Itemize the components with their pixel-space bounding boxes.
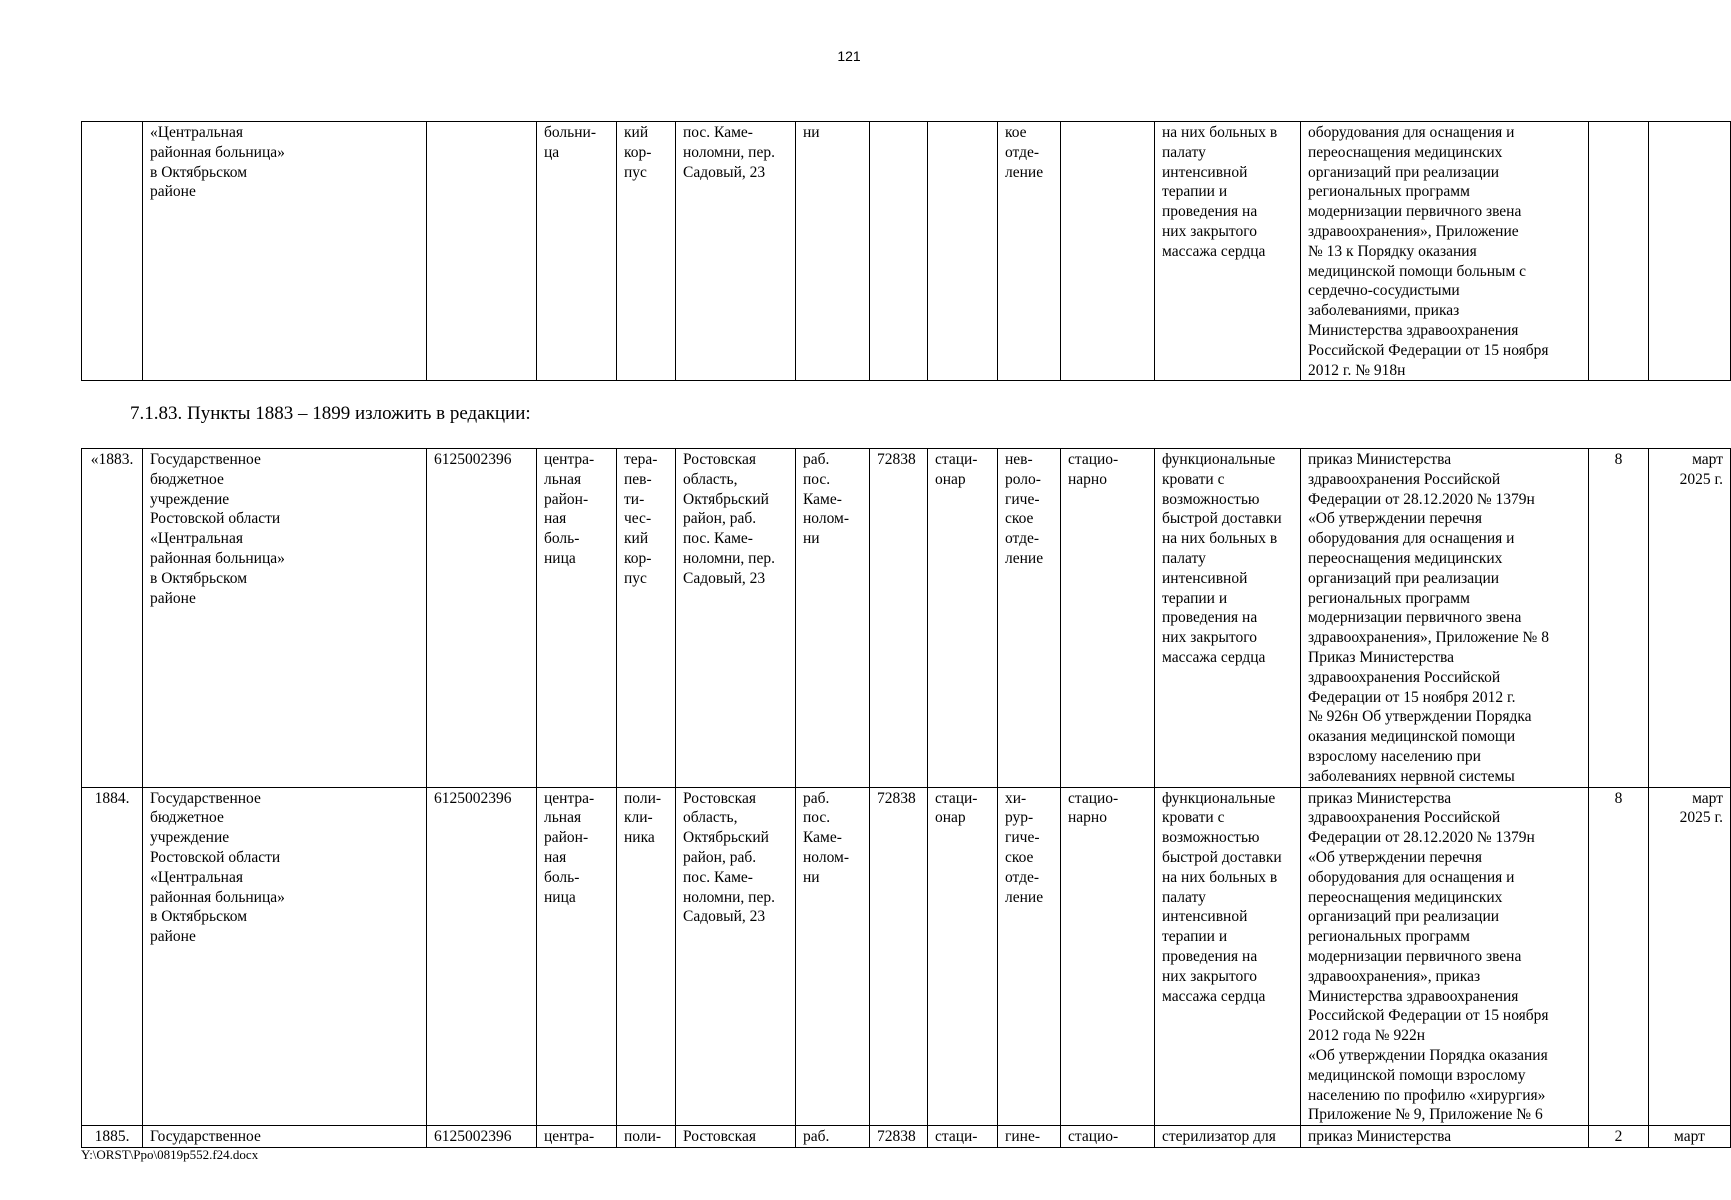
cell-inn: 6125002396 (427, 449, 537, 788)
cell-form: стацио- (1061, 1126, 1155, 1148)
cell-type: центра- (537, 1126, 617, 1148)
cell-unit: тера- пев- ти- чес- кий кор- пус (617, 449, 676, 788)
cell-number: «1883. (82, 449, 143, 788)
section-heading: 7.1.83. Пункты 1883 – 1899 изложить в редакции: (130, 403, 531, 424)
cell-care: стаци- (928, 1126, 998, 1148)
cell-number: 1884. (82, 787, 143, 1126)
cell-date: март 2025 г. (1649, 787, 1731, 1126)
cell-number: 1885. (82, 1126, 143, 1148)
table-row (82, 449, 1731, 788)
cell-equipment: стерилизатор для (1155, 1126, 1301, 1148)
cell-quantity: 8 (1589, 449, 1649, 788)
cell-unit: поли- (617, 1126, 676, 1148)
cell-unit: поли- кли- ника (617, 787, 676, 1126)
cell-code: 72838 (870, 1126, 928, 1148)
cell-form (1061, 122, 1155, 381)
cell-form: стацио- нарно (1061, 449, 1155, 788)
cell-type: центра- льная район- ная боль- ница (537, 449, 617, 788)
cell-type: больни- ца (537, 122, 617, 381)
page-number: 121 (837, 48, 861, 64)
cell-care: стаци- онар (928, 787, 998, 1126)
cell-address: Ростовская область, Октябрьский район, раб. пос. Каме- ноломни, пер. Садовый, 23 (676, 449, 796, 788)
main-table (81, 448, 1731, 1148)
cell-department: нев- роло- гиче- ское отде- ление (998, 449, 1061, 788)
cell-basis: оборудования для оснащения и переоснащения медицинских организаций при реализации региональных программ модернизации первичного звена здравоохранения», Приложение № 13 к Порядку оказания медицинской помощи больным с сердечно-сосудистыми заболеваниями, приказ Министерства здравоохранения Российской Федерации от 15 ноября 2012 г. № 918н (1301, 122, 1589, 381)
cell-equipment: на них больных в палату интенсивной терапии и проведения на них закрытого массажа сердца (1155, 122, 1301, 381)
cell-department: хи- рур- гиче- ское отде- ление (998, 787, 1061, 1126)
cell-code: 72838 (870, 787, 928, 1126)
cell-inn: 6125002396 (427, 787, 537, 1126)
cell-number (82, 122, 143, 381)
cell-organization: Государственное бюджетное учреждение Ростовской области «Центральная районная больница» в Октябрьском районе (143, 449, 427, 788)
cell-inn (427, 122, 537, 381)
cell-basis: приказ Министерства здравоохранения Российской Федерации от 28.12.2020 № 1379н «Об утверждении перечня оборудования для оснащения и переоснащения медицинских организаций при реализации региональных программ модернизации первичного звена здравоохранения», Приложение № 8 Приказ Министерства здравоохранения Российской Федерации от 15 ноября 2012 г. № 926н Об утверждении Порядка оказания медицинской помощи взрослому населению при заболеваниях нервной системы (1301, 449, 1589, 788)
cell-inn: 6125002396 (427, 1126, 537, 1148)
cell-date: март (1649, 1126, 1731, 1148)
cell-organization: Государственное бюджетное учреждение Ростовской области «Центральная районная больница» в Октябрьском районе (143, 787, 427, 1126)
cell-organization: Государственное (143, 1126, 427, 1148)
table-row (82, 787, 1731, 1126)
continuation-row (82, 122, 1731, 381)
cell-equipment: функциональные кровати с возможностью быстрой доставки на них больных в палату интенсивной терапии и проведения на них закрытого массажа сердца (1155, 449, 1301, 788)
cell-code: 72838 (870, 449, 928, 788)
cell-basis: приказ Министерства (1301, 1126, 1589, 1148)
cell-code (870, 122, 928, 381)
cell-department: кое отде- ление (998, 122, 1061, 381)
cell-unit: кий кор- пус (617, 122, 676, 381)
cell-equipment: функциональные кровати с возможностью быстрой доставки на них больных в палату интенсивной терапии и проведения на них закрытого массажа сердца (1155, 787, 1301, 1126)
cell-quantity: 2 (1589, 1126, 1649, 1148)
cell-care (928, 122, 998, 381)
cell-quantity: 8 (1589, 787, 1649, 1126)
cell-address: пос. Каме- ноломни, пер. Садовый, 23 (676, 122, 796, 381)
cell-locality: раб. пос. Каме- нолом- ни (796, 787, 870, 1126)
cell-locality: ни (796, 122, 870, 381)
cell-date (1649, 122, 1731, 381)
cell-form: стацио- нарно (1061, 787, 1155, 1126)
cell-care: стаци- онар (928, 449, 998, 788)
table-row (82, 1126, 1731, 1148)
continuation-table (81, 121, 1731, 381)
cell-department: гине- (998, 1126, 1061, 1148)
cell-type: центра- льная район- ная боль- ница (537, 787, 617, 1126)
cell-locality: раб. (796, 1126, 870, 1148)
cell-address: Ростовская область, Октябрьский район, раб. пос. Каме- ноломни, пер. Садовый, 23 (676, 787, 796, 1126)
cell-basis: приказ Министерства здравоохранения Российской Федерации от 28.12.2020 № 1379н «Об утверждении перечня оборудования для оснащения и переоснащения медицинских организаций при реализации региональных программ модернизации первичного звена здравоохранения», приказ Министерства здравоохранения Российской Федерации от 15 ноября 2012 года № 922н «Об утверждении Порядка оказания медицинской помощи взрослому населению по профилю «хирургия» Приложение № 9, Приложение № 6 (1301, 787, 1589, 1126)
cell-address: Ростовская (676, 1126, 796, 1148)
cell-quantity (1589, 122, 1649, 381)
file-path: Y:\ORST\Ppo\0819p552.f24.docx (81, 1147, 259, 1162)
cell-organization: «Центральная районная больница» в Октябрьском районе (143, 122, 427, 381)
cell-locality: раб. пос. Каме- нолом- ни (796, 449, 870, 788)
cell-date: март 2025 г. (1649, 449, 1731, 788)
